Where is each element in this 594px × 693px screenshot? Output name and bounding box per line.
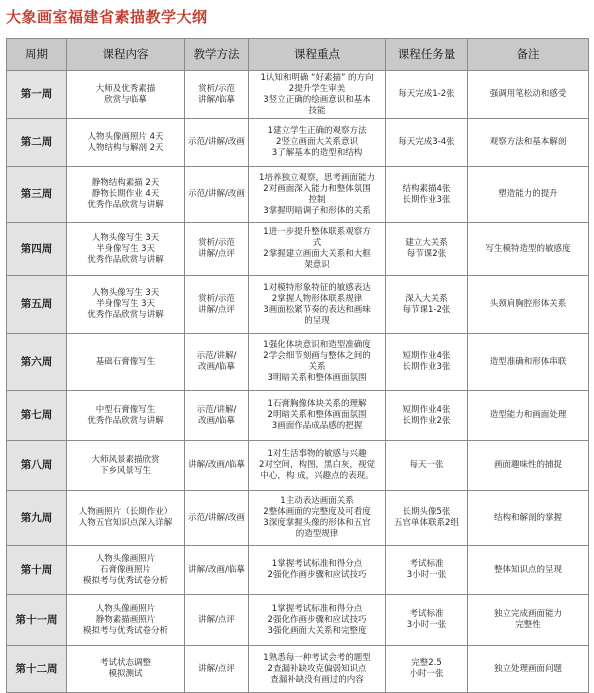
week-cell: 第五周 — [7, 276, 67, 334]
task-cell: 深入大关系 每节课1-2张 — [386, 276, 468, 334]
method-cell: 讲解/改画/临摹 — [185, 546, 249, 595]
table-row — [7, 646, 589, 693]
focus-cell: 1对生活事物的敏感与兴趣 2对空间，构图，黑白灰，视觉 中心，构 成，兴趣点的表现。 — [249, 441, 386, 491]
method-cell: 讲解/点评 — [185, 646, 249, 693]
table-row — [7, 546, 589, 595]
content-cell: 人物画照片（长期作业） 人物五官知识点深入详解 — [67, 491, 185, 546]
table-row — [7, 223, 589, 276]
week-cell: 第六周 — [7, 334, 67, 391]
content-cell: 人物头像写生 3天 半身像写生 3天 优秀作品欣赏与讲解 — [67, 276, 185, 334]
content-cell: 大师风景素描欣赏 下乡风景写生 — [67, 441, 185, 491]
focus-cell: 1进一步提升整体联系观察方 式 2掌握建立画面大关系和大框 架意识 — [249, 223, 386, 276]
week-cell: 第十周 — [7, 546, 67, 595]
header-week: 周期 — [7, 39, 67, 71]
header-method: 教学方法 — [185, 39, 249, 71]
focus-cell: 1石膏胸像体块关系的理解 2明暗关系和整体画面氛围 3画面作品成品感的把握 — [249, 391, 386, 441]
table-row — [7, 167, 589, 223]
method-cell: 示范/讲解/ 改画/临摹 — [185, 334, 249, 391]
note-cell: 造型准确和形体串联 — [468, 334, 589, 391]
week-cell: 第七周 — [7, 391, 67, 441]
table-row — [7, 391, 589, 441]
note-cell: 头颈肩胸腔形体关系 — [468, 276, 589, 334]
header-note: 备注 — [468, 39, 589, 71]
table-row — [7, 334, 589, 391]
week-cell: 第三周 — [7, 167, 67, 223]
method-cell: 示范/讲解/ 改画/临摹 — [185, 391, 249, 441]
table-row — [7, 441, 589, 491]
task-cell: 每天一张 — [386, 441, 468, 491]
table-row — [7, 276, 589, 334]
content-cell: 人物头像画照片 石膏像画照片 模拟考与优秀试卷分析 — [67, 546, 185, 595]
content-cell: 人物头像写生 3天 半身像写生 3天 优秀作品欣赏与讲解 — [67, 223, 185, 276]
note-cell: 造型能力和画面处理 — [468, 391, 589, 441]
week-cell: 第十二周 — [7, 646, 67, 693]
header-row — [7, 39, 589, 71]
task-cell: 完整2.5 小时一张 — [386, 646, 468, 693]
focus-cell: 1掌握考试标准和得分点 2强化作画步骤和应试技巧 3强化画面大关系和完整度 — [249, 595, 386, 646]
task-cell: 结构素描4张 长期作业3张 — [386, 167, 468, 223]
method-cell: 示范/讲解/改画 — [185, 167, 249, 223]
focus-cell: 1建立学生正确的观察方法 2竖立画面大关系意识 3了解基本的造型和结构 — [249, 119, 386, 167]
focus-cell: 1主动表达画面关系 2整体画面的完整度及可看度 3深度掌握头像的形体和五官 的造型规律 — [249, 491, 386, 546]
content-cell: 基础石膏像写生 — [67, 334, 185, 391]
table-row — [7, 595, 589, 646]
content-cell: 人物头像画照片 4天 人物结构与解剖 2天 — [67, 119, 185, 167]
task-cell: 长期头像5张 五官单体联系2组 — [386, 491, 468, 546]
task-cell: 每天完成1-2张 — [386, 71, 468, 119]
method-cell: 示范/讲解/改画 — [185, 119, 249, 167]
note-cell: 强调用笔松动和感受 — [468, 71, 589, 119]
content-cell: 大师及优秀素描 欣赏与临摹 — [67, 71, 185, 119]
week-cell: 第九周 — [7, 491, 67, 546]
week-cell: 第八周 — [7, 441, 67, 491]
method-cell: 讲解/改画/临摹 — [185, 441, 249, 491]
header-focus: 课程重点 — [249, 39, 386, 71]
content-cell: 中型石膏像写生 优秀作品欣赏与讲解 — [67, 391, 185, 441]
week-cell: 第四周 — [7, 223, 67, 276]
focus-cell: 1掌握考试标准和得分点 2强化作画步骤和应试技巧 — [249, 546, 386, 595]
note-cell: 塑造能力的提升 — [468, 167, 589, 223]
note-cell: 独立处理画面问题 — [468, 646, 589, 693]
note-cell: 结构和解剖的掌握 — [468, 491, 589, 546]
note-cell: 观察方法和基本解剖 — [468, 119, 589, 167]
focus-cell: 1熟悉每一种考试会考的题型 2查漏补缺攻克偏弱知识点 查漏补缺没有画过的内容 — [249, 646, 386, 693]
focus-cell: 1对模特形象特征的敏感表达 2掌握人物形体联系规律 3画面松紧节奏的表达和画味 的呈现 — [249, 276, 386, 334]
task-cell: 建立大关系 每节课2张 — [386, 223, 468, 276]
task-cell: 考试标准 3小时一张 — [386, 546, 468, 595]
table-row — [7, 491, 589, 546]
content-cell: 考试状态调整 模拟测试 — [67, 646, 185, 693]
page-title: 大象画室福建省素描教学大纲 — [6, 8, 208, 26]
syllabus-table — [6, 38, 589, 693]
task-cell: 短期作业4张 长期作业3张 — [386, 334, 468, 391]
method-cell: 讲解/点评 — [185, 595, 249, 646]
table-row — [7, 119, 589, 167]
table-row — [7, 71, 589, 119]
focus-cell: 1强化体块意识和造型准确度 2学会细节刻画与整体之间的 关系 3明暗关系和整体画面氛围 — [249, 334, 386, 391]
week-cell: 第二周 — [7, 119, 67, 167]
focus-cell: 1认知和明确 “好素描” 的方向 2提升学生审美 3竖立正确的绘画意识和基本 技能 — [249, 71, 386, 119]
content-cell: 静物结构素描 2天 静物长期作业 4天 优秀作品欣赏与讲解 — [67, 167, 185, 223]
header-content: 课程内容 — [67, 39, 185, 71]
method-cell: 赏析/示范 讲解/临摹 — [185, 71, 249, 119]
note-cell: 独立完成画面能力 完整性 — [468, 595, 589, 646]
note-cell: 画面趣味性的捕捉 — [468, 441, 589, 491]
method-cell: 赏析/示范 讲解/点评 — [185, 223, 249, 276]
method-cell: 示范/讲解/改画 — [185, 491, 249, 546]
task-cell: 考试标准 3小时一张 — [386, 595, 468, 646]
task-cell: 每天完成3-4张 — [386, 119, 468, 167]
content-cell: 人物头像画照片 静物素描画照片 模拟考与优秀试卷分析 — [67, 595, 185, 646]
note-cell: 写生模特造型的敏感度 — [468, 223, 589, 276]
week-cell: 第十一周 — [7, 595, 67, 646]
method-cell: 赏析/示范 讲解/点评 — [185, 276, 249, 334]
header-task: 课程任务量 — [386, 39, 468, 71]
note-cell: 整体知识点的呈现 — [468, 546, 589, 595]
week-cell: 第一周 — [7, 71, 67, 119]
focus-cell: 1培养独立观察，思考画面能力 2对画面深入能力和整体氛围 控制 3掌握明暗调子和形体的关系 — [249, 167, 386, 223]
task-cell: 短期作业4张 长期作业2张 — [386, 391, 468, 441]
